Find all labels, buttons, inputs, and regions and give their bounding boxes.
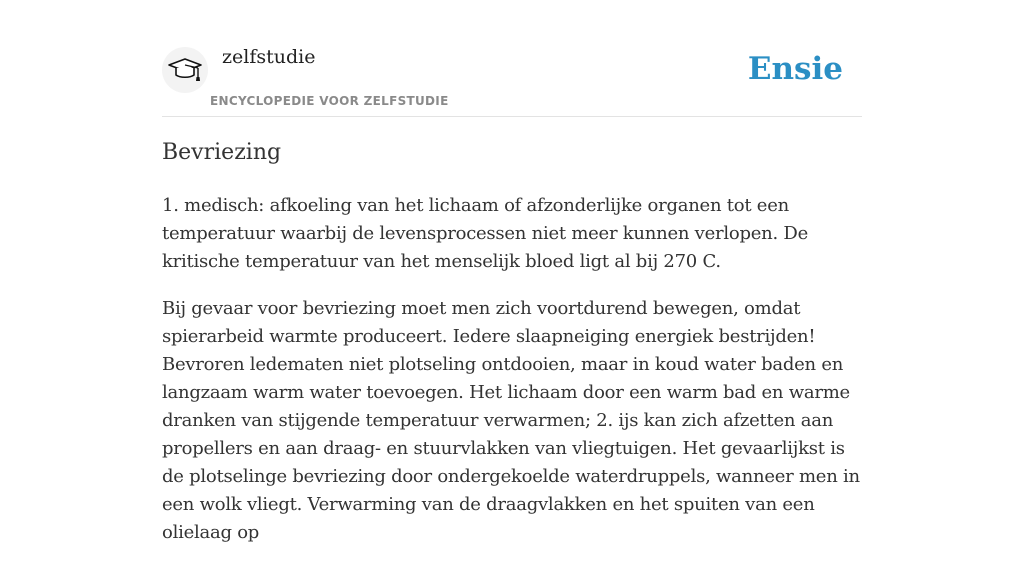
site-name[interactable]: zelfstudie [222,46,316,68]
site-header [162,0,862,117]
article-body [162,192,862,566]
content-column [162,0,862,543]
site-tagline: ENCYCLOPEDIE VOOR ZELFSTUDIE [210,94,449,108]
site-logo[interactable] [162,47,208,93]
article-paragraph: 1. medisch: afkoeling van het lichaam of afzonderlijke organen tot een temperatuur waarbij de levensprocessen niet meer kunnen verlopen. De kritische temperatuur van het menselijk bloed ligt al bij 270 C. [162,195,808,272]
brand-logo-link[interactable]: Ensie [747,51,843,87]
article-title: Bevriezing [162,140,282,165]
article-paragraph: Bij gevaar voor bevriezing moet men zich voortdurend bewegen, omdat spierarbeid warmte produceert. Iedere slaapneiging energiek bestrijden! Bevroren ledematen niet plotseling ontdooien, maar in koud water baden en langzaam warm water toevoegen. Het lichaam door een warm bad en warme dranken van stijgende temperatuur verwarmen; 2. ijs kan zich afzetten aan propellers en aan draag- en stuurvlakken van vliegtuigen. Het gevaarlijkst is de plotselinge bevriezing door ondergekoelde waterdruppels, wanneer men in een wolk vliegt. Verwarming van de draagvlakken en het spuiten van een olielaag op [162,298,860,543]
